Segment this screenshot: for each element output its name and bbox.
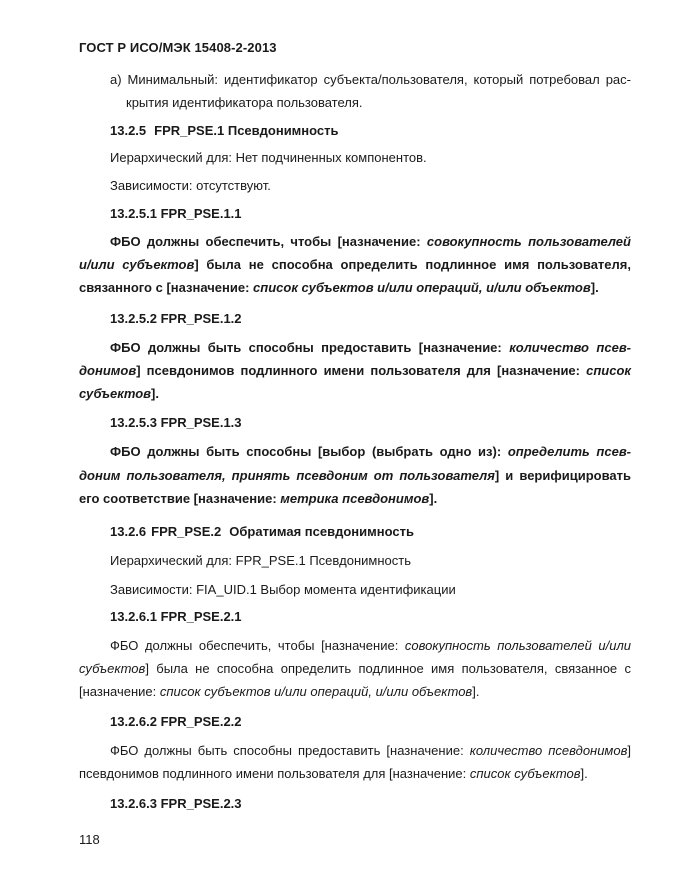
italic-run: совокупность пользователей и/или bbox=[404, 638, 632, 653]
dependencies-text: Зависимости: отсутствуют. bbox=[110, 178, 271, 193]
dependencies-text: Зависимости: FIA_UID.1 Выбор момента идентификации bbox=[110, 582, 456, 597]
text-run: ФБО должны обеспечить, чтобы [назначение: bbox=[110, 638, 405, 653]
text-run: ] была не способна определить подлинное имя пользователя, связанное с bbox=[145, 661, 631, 676]
para-13-2-5-3-line2 bbox=[79, 466, 631, 486]
italic-run: количество псевдонимов bbox=[469, 743, 628, 758]
italic-run: список субъектов и/или операций, и/или объектов bbox=[159, 684, 473, 699]
section-heading-13-2-6 bbox=[110, 522, 662, 542]
hierarchy-text: Иерархический для: Нет подчиненных компонентов. bbox=[110, 150, 427, 165]
item-a-line1 bbox=[79, 70, 631, 90]
italic-run: и/или субъектов bbox=[79, 257, 195, 272]
italic-run: субъектов bbox=[79, 661, 146, 676]
text-run: ] bbox=[627, 743, 631, 758]
subsection-heading-13-2-5-1: 13.2.5.1 FPR_PSE.1.1 bbox=[110, 206, 242, 221]
section-heading-13-2-5 bbox=[110, 121, 662, 141]
text-run: ФБО должны быть способны [выбор (выбрать одно из): bbox=[110, 444, 508, 459]
text-run: ]. bbox=[151, 386, 159, 401]
subsection-heading-13-2-6-2: 13.2.6.2 FPR_PSE.2.2 bbox=[110, 714, 242, 729]
para-13-2-5-2-line3 bbox=[79, 384, 631, 404]
para-13-2-6-2-line2 bbox=[79, 764, 631, 784]
italic-run: определить псев- bbox=[507, 444, 632, 459]
italic-run: совокупность пользователей bbox=[426, 234, 631, 249]
para-13-2-5-3-line1 bbox=[79, 442, 631, 462]
text-run: ]. bbox=[590, 280, 599, 295]
item-a-text1: а) Минимальный: идентификатор субъекта/пользователя, который потребовал рас- bbox=[110, 72, 631, 87]
para-13-2-6-2-line1 bbox=[79, 741, 631, 761]
para-13-2-6-1-line3 bbox=[79, 682, 631, 702]
para-13-2-5-2-line1 bbox=[79, 338, 631, 358]
text-run: ФБО должны быть способны предоставить [назначение: bbox=[110, 340, 510, 355]
para-13-2-6-1-line2 bbox=[79, 659, 631, 679]
component-id: FPR_PSE.2 bbox=[151, 524, 222, 539]
para-13-2-5-3-line3 bbox=[79, 489, 631, 509]
text-run: его соответствие [назначение: bbox=[79, 491, 281, 506]
subsection-heading-13-2-6-1: 13.2.6.1 FPR_PSE.2.1 bbox=[110, 609, 242, 624]
page-number: 118 bbox=[79, 832, 100, 847]
item-a-line2 bbox=[126, 93, 626, 113]
para-13-2-5-1-line3 bbox=[79, 278, 631, 298]
text-run: псевдонимов подлинного имени пользователя для [назначение: bbox=[79, 766, 470, 781]
text-run: ] и верифицировать bbox=[494, 468, 632, 483]
section-title: FPR_PSE.1 Псевдонимность bbox=[154, 123, 339, 138]
section-number: 13.2.5 bbox=[110, 123, 147, 138]
section-number: 13.2.6 bbox=[110, 524, 147, 539]
italic-run: список bbox=[586, 363, 631, 378]
text-run: ]. bbox=[472, 684, 480, 699]
document-header: ГОСТ Р ИСО/МЭК 15408-2-2013 bbox=[79, 40, 277, 55]
text-run: ] была не способна определить подлинное имя пользователя, bbox=[194, 257, 631, 272]
subsection-heading-13-2-5-2: 13.2.5.2 FPR_PSE.1.2 bbox=[110, 311, 242, 326]
item-a-text2: крытия идентификатора пользователя. bbox=[126, 95, 363, 110]
italic-run: донимов bbox=[79, 363, 137, 378]
italic-run: количество псев- bbox=[509, 340, 631, 355]
italic-run: субъектов bbox=[79, 386, 152, 401]
italic-run: список субъектов bbox=[469, 766, 581, 781]
text-run: ФБО должны быть способны предоставить [назначение: bbox=[110, 743, 470, 758]
text-run: [назначение: bbox=[79, 684, 160, 699]
para-13-2-6-1-line1 bbox=[79, 636, 631, 656]
subsection-heading-13-2-6-3: 13.2.6.3 FPR_PSE.2.3 bbox=[110, 796, 242, 811]
italic-run: метрика псевдонимов bbox=[280, 491, 430, 506]
para-13-2-5-2-line2 bbox=[79, 361, 631, 381]
text-run: ] псевдонимов подлинного имени пользователя для [назначение: bbox=[136, 363, 587, 378]
section-title: Обратимая псевдонимность bbox=[229, 524, 414, 539]
text-run: ]. bbox=[429, 491, 438, 506]
text-run: ]. bbox=[580, 766, 588, 781]
text-run: ФБО должны обеспечить, чтобы [назначение: bbox=[110, 234, 427, 249]
italic-run: доним пользователя, принять псевдоним от пользователя bbox=[79, 468, 495, 483]
hierarchy-text: Иерархический для: FPR_PSE.1 Псевдонимность bbox=[110, 553, 411, 568]
subsection-heading-13-2-5-3: 13.2.5.3 FPR_PSE.1.3 bbox=[110, 415, 242, 430]
text-run: связанного с [назначение: bbox=[79, 280, 254, 295]
italic-run: список субъектов и/или операций, и/или объектов bbox=[253, 280, 591, 295]
para-13-2-5-1-line1 bbox=[79, 232, 631, 252]
para-13-2-5-1-line2 bbox=[79, 255, 631, 275]
